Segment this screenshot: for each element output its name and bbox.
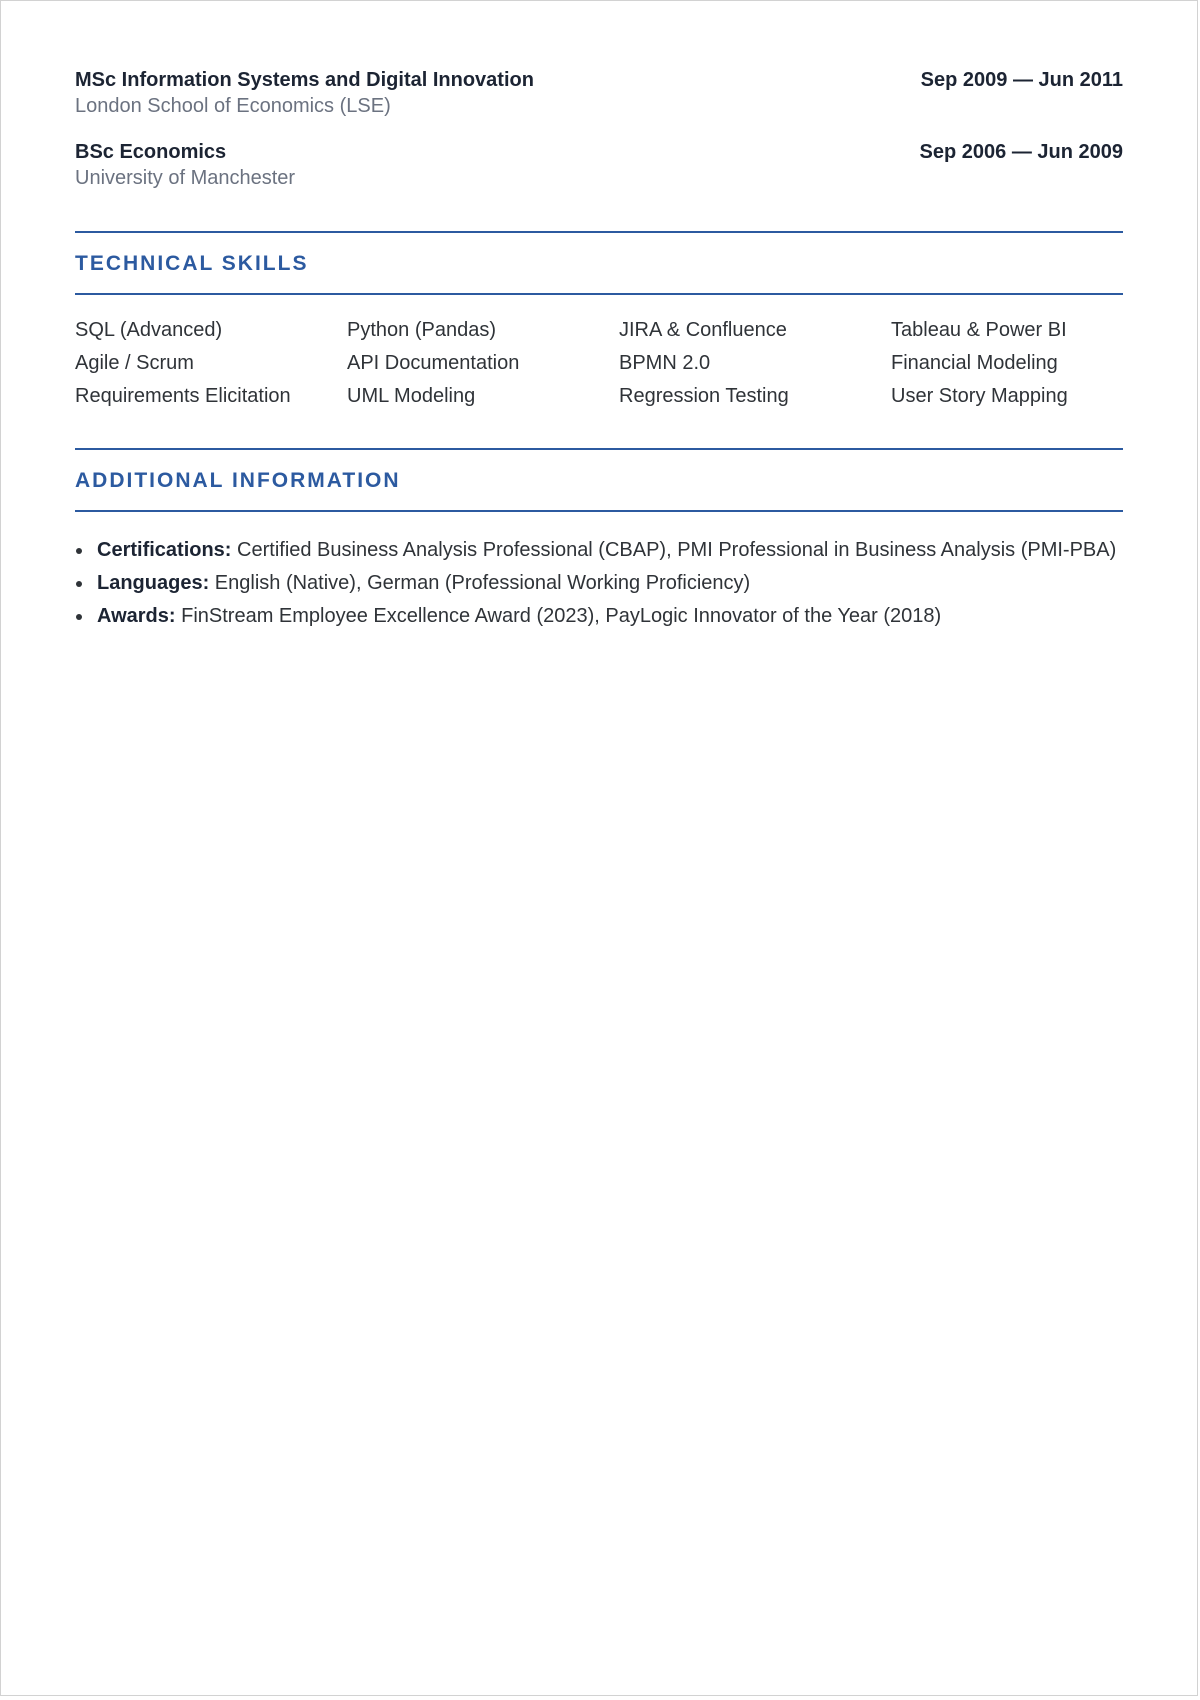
school-name: University of Manchester xyxy=(75,167,296,189)
info-text: FinStream Employee Excellence Award (2023), PayLogic Innovator of the Year (2018) xyxy=(181,605,942,627)
skill-item: Agile / Scrum xyxy=(75,352,194,374)
education-entry xyxy=(75,67,1123,119)
skill-item: Requirements Elicitation xyxy=(75,385,291,407)
skill-item: UML Modeling xyxy=(347,385,476,407)
info-text: Certified Business Analysis Professional (CBAP), PMI Professional in Business Analysis (PMI-PBA) xyxy=(237,539,1117,561)
education-entry xyxy=(75,139,1123,191)
skill-item: API Documentation xyxy=(347,352,520,374)
info-text: English (Native), German (Professional Working Proficiency) xyxy=(214,572,751,594)
section-title: TECHNICAL SKILLS xyxy=(75,252,309,275)
info-label: Certifications: xyxy=(97,539,238,561)
education-entry-details xyxy=(75,139,295,191)
education-dates: Sep 2009 — Jun 2011 xyxy=(920,69,1123,91)
additional-information-section xyxy=(75,448,1123,629)
education-section xyxy=(75,67,1123,191)
list-item xyxy=(75,537,1123,563)
technical-skills-section xyxy=(75,231,1123,409)
list-item xyxy=(75,570,1123,596)
bullet-icon xyxy=(76,614,82,620)
skill-item: JIRA & Confluence xyxy=(619,319,787,341)
skill-item: User Story Mapping xyxy=(891,385,1068,407)
info-label: Languages: xyxy=(97,572,215,594)
skill-item: Tableau & Power BI xyxy=(891,319,1067,341)
info-label: Awards: xyxy=(97,605,182,627)
list-item xyxy=(75,603,1123,629)
degree-title: MSc Information Systems and Digital Innovation xyxy=(75,69,534,91)
additional-info-list xyxy=(75,537,1123,629)
skill-item: Regression Testing xyxy=(619,385,789,407)
section-divider-bottom xyxy=(75,293,1123,295)
resume-content xyxy=(75,67,1123,629)
school-name: London School of Economics (LSE) xyxy=(75,95,391,117)
section-title: ADDITIONAL INFORMATION xyxy=(75,469,401,492)
skill-item: Financial Modeling xyxy=(891,352,1058,374)
degree-title: BSc Economics xyxy=(75,141,227,163)
education-entry-details xyxy=(75,67,534,119)
education-dates: Sep 2006 — Jun 2009 xyxy=(919,141,1123,163)
skill-item: Python (Pandas) xyxy=(347,319,496,341)
skill-item: SQL (Advanced) xyxy=(75,319,223,341)
skill-item: BPMN 2.0 xyxy=(619,352,711,374)
skills-grid xyxy=(75,317,1123,409)
bullet-icon xyxy=(76,581,82,587)
bullet-icon xyxy=(76,548,82,554)
section-divider-bottom xyxy=(75,510,1123,512)
